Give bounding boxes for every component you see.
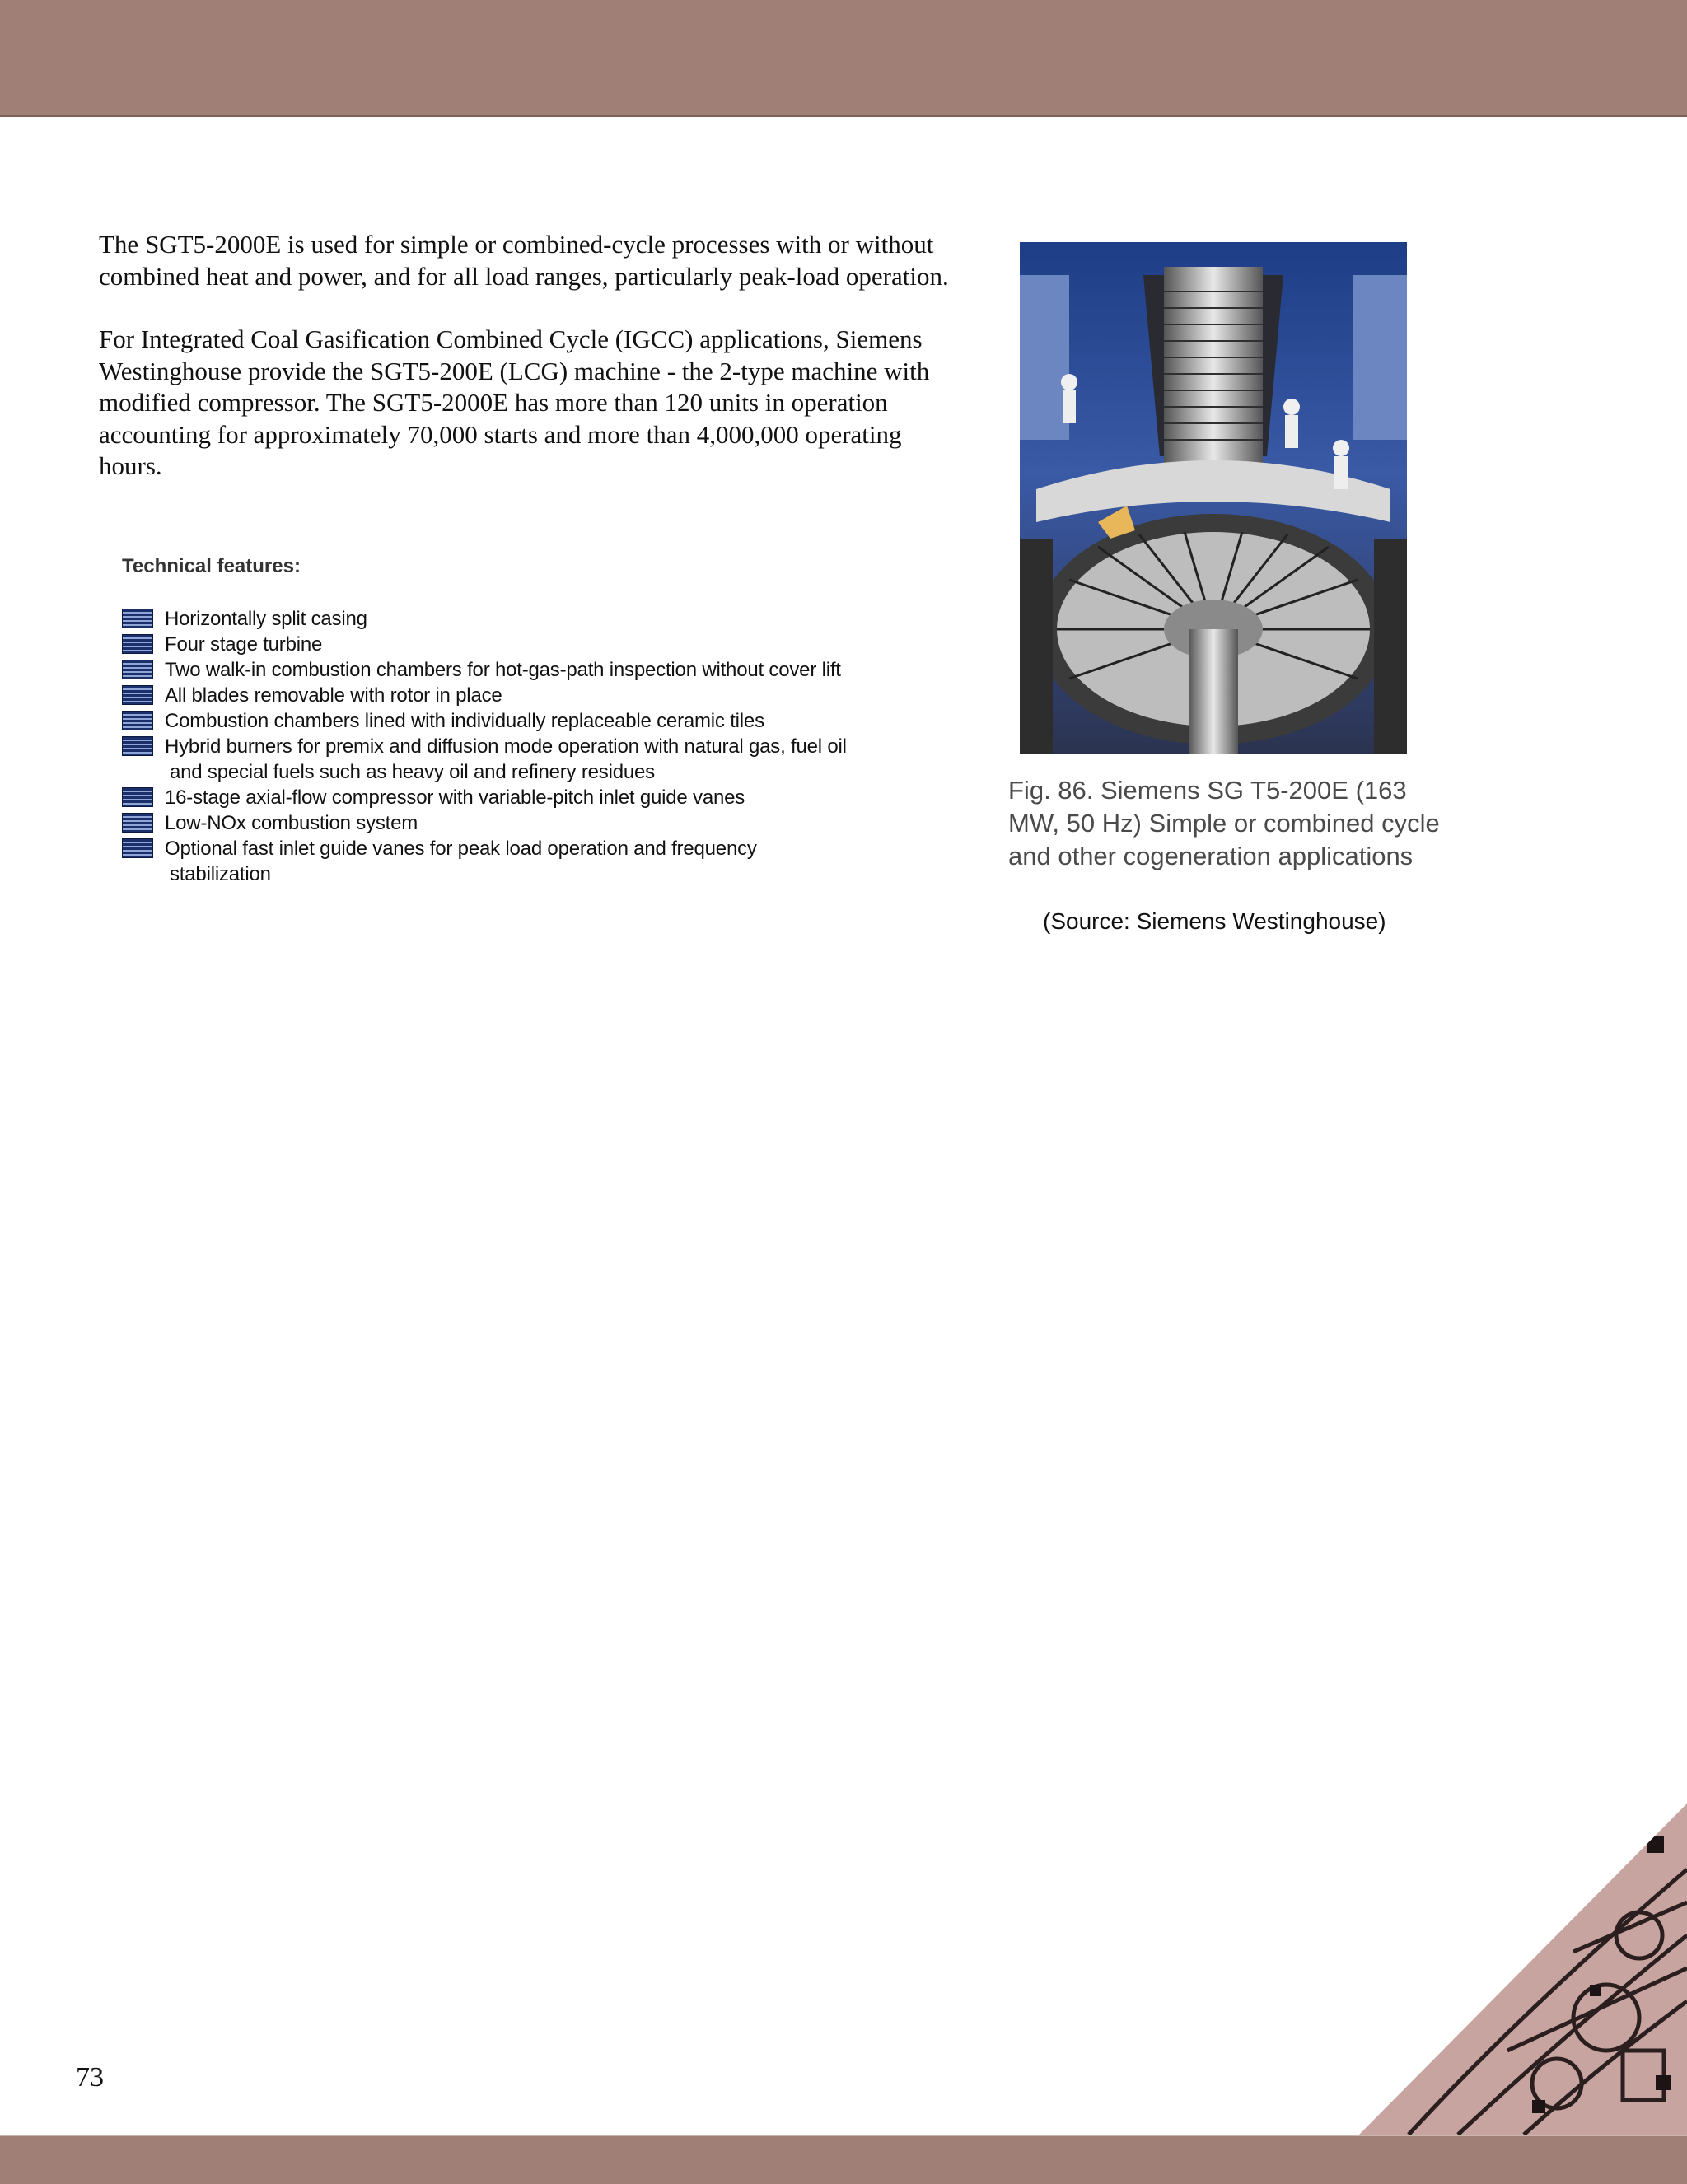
- feature-item: [122, 785, 946, 810]
- feature-text: Optional fast inlet guide vanes for peak load operation and frequency: [165, 838, 757, 860]
- feature-text: 16-stage axial-flow compressor with variable-pitch inlet guide vanes: [165, 786, 745, 809]
- feature-text-continued: stabilization: [170, 863, 271, 885]
- feature-text-continued: and special fuels such as heavy oil and refinery residues: [170, 761, 655, 783]
- bullet-icon: [122, 660, 153, 679]
- technical-features: [122, 555, 946, 887]
- feature-item: [122, 810, 946, 836]
- paragraph-2: For Integrated Coal Gasification Combined Cycle (IGCC) applications, Siemens Westinghouse provide the SGT5-200E (LCG) machine - the 2-type machine with modified compressor. The SGT5-2000E has more than 120 units in operation accounting for approximately 70,000 starts and more than 4,000,000 operating hours.: [99, 324, 930, 480]
- features-title: Technical features:: [122, 555, 301, 577]
- figure-caption: Fig. 86. Siemens SG T5-200E (163 MW, 50 Hz) Simple or combined cycle and other cogeneration applications: [1008, 776, 1440, 870]
- header-band: [0, 0, 1687, 117]
- feature-text: Combustion chambers lined with individually replaceable ceramic tiles: [165, 710, 764, 732]
- bullet-icon: [122, 787, 153, 807]
- feature-item: [122, 836, 946, 887]
- body-text: [99, 229, 956, 514]
- feature-item: [122, 683, 946, 708]
- bullet-icon: [122, 838, 153, 858]
- feature-item: [122, 632, 946, 657]
- feature-text: Two walk-in combustion chambers for hot-gas-path inspection without cover lift: [165, 659, 841, 681]
- bullet-icon: [122, 736, 153, 756]
- gas-turbine-photo: [1020, 242, 1407, 754]
- bullet-icon: [122, 711, 153, 730]
- feature-list: [122, 606, 946, 887]
- feature-item: [122, 734, 946, 785]
- bullet-icon: [122, 685, 153, 705]
- bullet-icon: [122, 609, 153, 628]
- feature-item: [122, 606, 946, 632]
- corner-decoration: [1359, 1804, 1687, 2135]
- feature-text: Horizontally split casing: [165, 608, 367, 630]
- bullet-icon: [122, 634, 153, 654]
- feature-item: [122, 657, 946, 683]
- paragraph-1: The SGT5-2000E is used for simple or combined-cycle processes with or without combined heat and power, and for all load ranges, particularly peak-load operation.: [99, 230, 949, 291]
- page-number: 73: [76, 2062, 104, 2093]
- feature-text: Hybrid burners for premix and diffusion mode operation with natural gas, fuel oil: [165, 735, 847, 758]
- feature-text: Four stage turbine: [165, 633, 323, 656]
- figure-source: (Source: Siemens Westinghouse): [1043, 908, 1386, 934]
- feature-text: Low-NOx combustion system: [165, 812, 418, 834]
- bullet-icon: [122, 813, 153, 833]
- feature-item: [122, 708, 946, 734]
- footer-band: [0, 2135, 1687, 2184]
- feature-text: All blades removable with rotor in place: [165, 684, 502, 707]
